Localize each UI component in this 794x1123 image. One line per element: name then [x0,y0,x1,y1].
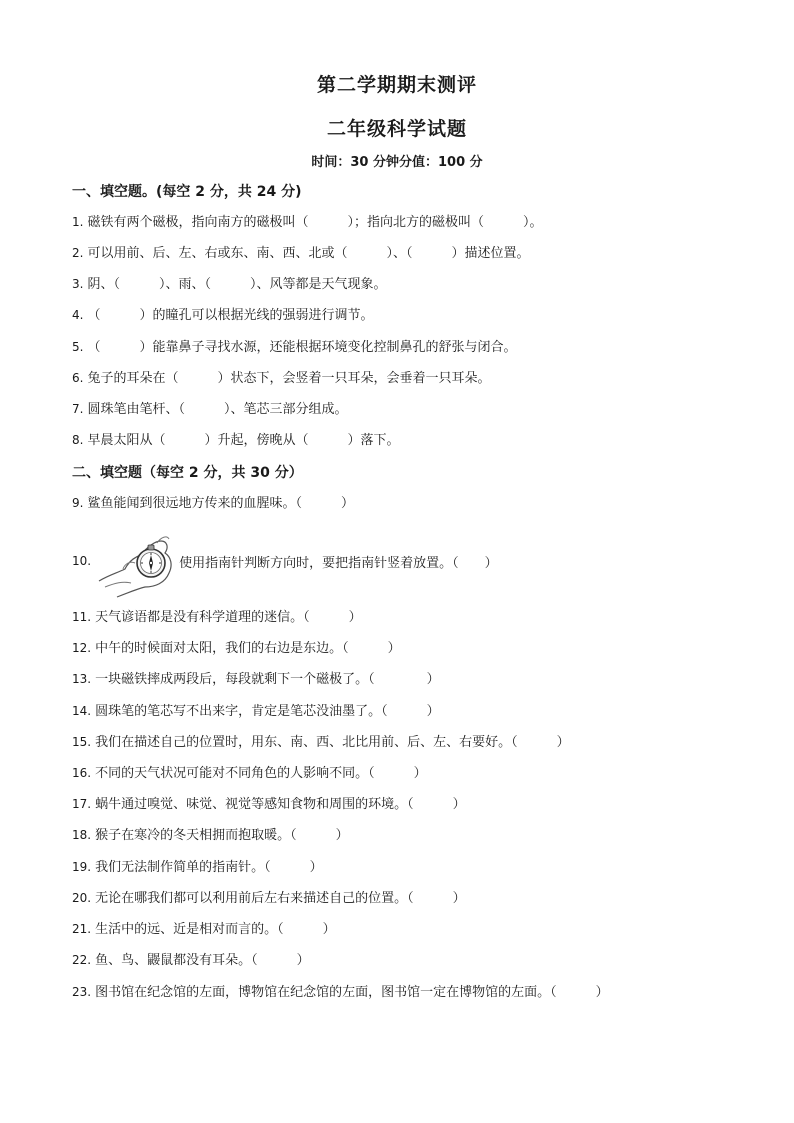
question-item [72,702,440,721]
question-item [72,858,323,877]
question-text: 早晨太阳从（ ）升起，傍晚从（ ）落下。 [87,433,400,448]
question-number: 7. [72,402,84,416]
question-number: 21. [72,922,92,936]
question-text: 猴子在寒冷的冬天相拥而抱取暖。（ ） [95,828,349,843]
question-item [72,275,386,294]
question-text: （ ）能靠鼻子寻找水源，还能根据环境变化控制鼻孔的舒张与闭合。 [87,340,517,355]
question-text: 鱼、鸟、鼹鼠都没有耳朵。（ ） [95,953,310,968]
question-number: 19. [72,860,92,874]
question-number: 15. [72,735,92,749]
question-number: 17. [72,797,92,811]
question-item [72,764,427,783]
question-item [72,983,609,1002]
question-item [72,920,336,939]
question-item [72,338,516,357]
question-item [72,369,490,388]
question-text: 使用指南针判断方向时，要把指南针竖着放置。（ ） [179,555,498,571]
question-item [72,670,440,689]
page-subtitle: 二年级科学试题 [326,118,467,140]
time-score-line: 时间：30 分钟分值：100 分 [311,155,483,170]
question-number: 9. [72,496,84,510]
question-item [72,213,542,232]
question-text: 鲨鱼能闻到很远地方传来的血腥味。（ ） [87,496,354,511]
question-number: 20. [72,891,92,905]
question-number: 1. [72,215,84,229]
question-text: 圆珠笔由笔杆、（ ）、笔芯三部分组成。 [87,402,348,417]
question-text: 一块磁铁摔成两段后，每段就剩下一个磁极了。（ ） [95,672,440,687]
question-item [72,400,347,419]
question-text: 中午的时候面对太阳，我们的右边是东边。（ ） [95,641,401,656]
hand-holding-compass-image [95,523,177,599]
question-number: 18. [72,828,92,842]
question-number: 5. [72,340,84,354]
question-item [72,522,498,600]
question-number: 11. [72,610,92,624]
question-number: 2. [72,246,84,260]
question-item [72,306,373,325]
question-text: （ ）的瞳孔可以根据光线的强弱进行调节。 [87,308,374,323]
question-text: 磁铁有两个磁极，指向南方的磁极叫（ ）；指向北方的磁极叫（ ）。 [87,215,543,230]
question-text: 无论在哪我们都可以利用前后左右来描述自己的位置。（ ） [95,891,466,906]
question-text: 圆珠笔的笔芯写不出来字，肯定是笔芯没油墨了。（ ） [95,704,440,719]
question-number: 23. [72,985,92,999]
question-number: 12. [72,641,92,655]
section-heading: 一、填空题。(每空 2 分，共 24 分) [72,184,302,200]
question-item [72,639,401,658]
question-number: 4. [72,308,84,322]
question-text: 我们无法制作简单的指南针。（ ） [95,860,323,875]
question-item [72,494,354,513]
question-item [72,826,349,845]
question-item [72,244,529,263]
question-text: 图书馆在纪念馆的左面，博物馆在纪念馆的左面，图书馆一定在博物馆的左面。（ ） [95,985,609,1000]
question-text: 可以用前、后、左、右或东、南、西、北或（ ）、（ ）描述位置。 [87,246,530,261]
question-number: 6. [72,371,84,385]
question-item [72,608,362,627]
question-text: 我们在描述自己的位置时，用东、南、西、北比用前、后、左、右要好。（ ） [95,735,570,750]
question-number: 3. [72,277,84,291]
question-number: 16. [72,766,92,780]
question-number: 8. [72,433,84,447]
section-heading: 二、填空题（每空 2 分，共 30 分） [72,465,303,481]
question-item [72,733,570,752]
question-text: 生活中的远、近是相对而言的。（ ） [95,922,336,937]
question-item [72,951,310,970]
question-number: 14. [72,704,92,718]
page-title: 第二学期期末测评 [316,74,477,96]
question-text: 兔子的耳朵在（ ）状态下，会竖着一只耳朵，会垂着一只耳朵。 [87,371,491,386]
question-number: 13. [72,672,92,686]
question-item [72,431,399,450]
question-text: 蜗牛通过嗅觉、味觉、视觉等感知食物和周围的环境。（ ） [95,797,466,812]
question-item [72,889,466,908]
question-text: 不同的天气状况可能对不同角色的人影响不同。（ ） [95,766,427,781]
question-text: 天气谚语都是没有科学道理的迷信。（ ） [95,610,362,625]
question-item [72,795,466,814]
question-text: 阴、（ ）、雨、（ ）、风等都是天气现象。 [87,277,387,292]
question-number: 22. [72,953,92,967]
question-number: 10. [72,554,92,568]
